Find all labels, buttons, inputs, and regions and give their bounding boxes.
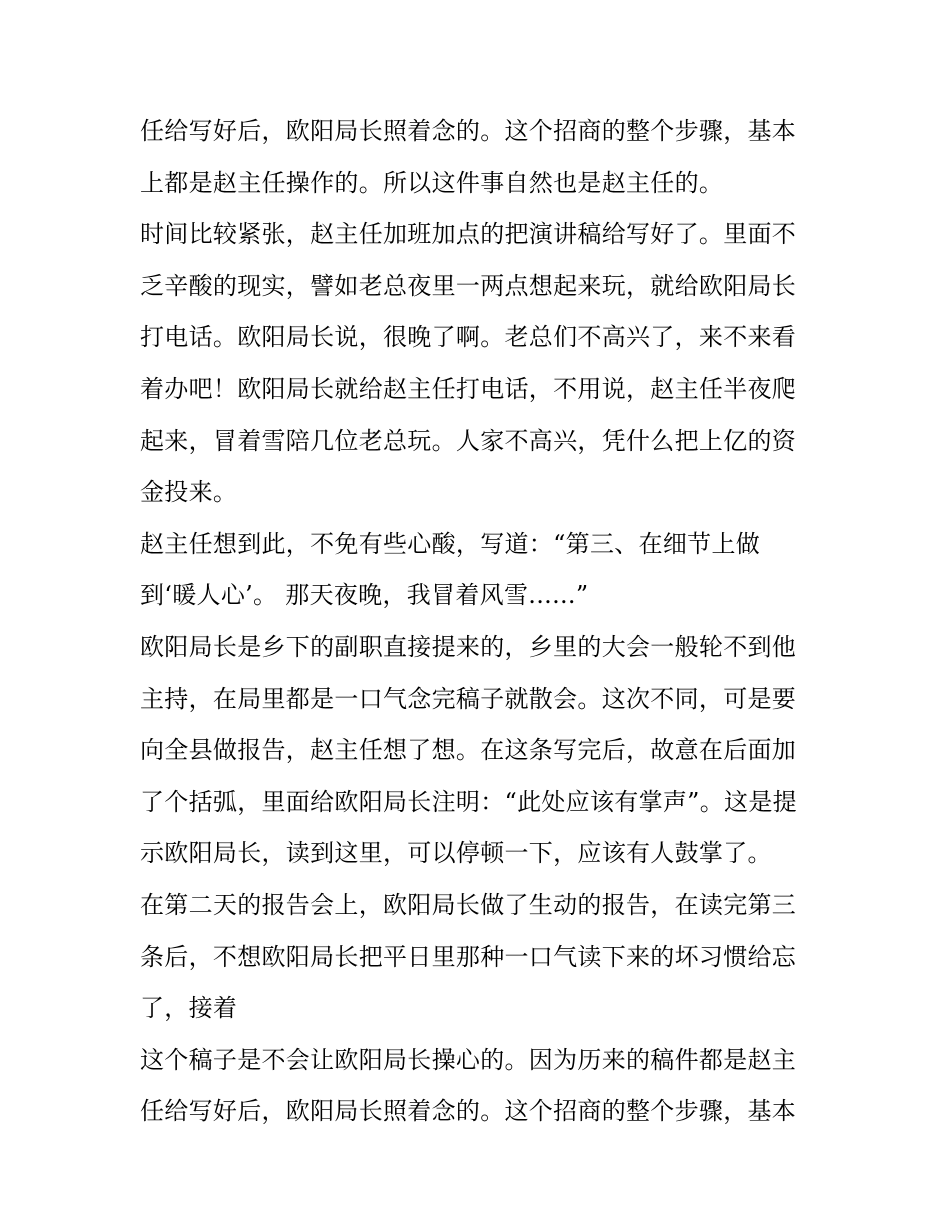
text-line: 欧阳局长是乡下的副职直接提来的，乡里的大会一般轮不到他 [140, 632, 797, 661]
text-line: 条后，不想欧阳局长把平日里那种一口气读下来的坏习惯给忘 [140, 942, 797, 971]
text-line: 赵主任想到此，不免有些心酸，写道：“第三、在细节上做 [140, 529, 761, 558]
text-line: 时间比较紧张，赵主任加班加点的把演讲稿给写好了。里面不 [140, 220, 797, 249]
text-line: 示欧阳局长，读到这里，可以停顿一下，应该有人鼓掌了。 [140, 839, 772, 868]
text-line: 这个稿子是不会让欧阳局长操心的。因为历来的稿件都是赵主 [140, 1045, 797, 1074]
text-line: 任给写好后，欧阳局长照着念的。这个招商的整个步骤，基本 [140, 117, 797, 145]
text-line: 到‘暖人心’。 那天夜晚，我冒着风雪......” [140, 581, 589, 610]
text-line: 打电话。欧阳局长说，很晚了啊。老总们不高兴了，来不来看 [140, 323, 797, 352]
text-line: 着办吧！欧阳局长就给赵主任打电话，不用说，赵主任半夜爬 [140, 374, 797, 403]
text-line: 向全县做报告，赵主任想了想。在这条写完后，故意在后面加 [140, 736, 797, 765]
document-body [140, 106, 820, 1138]
text-line: 在第二天的报告会上，欧阳局长做了生动的报告，在读完第三 [140, 890, 797, 919]
text-line: 任给写好后，欧阳局长照着念的。这个招商的整个步骤，基本 [140, 1097, 797, 1126]
text-line: 金投来。 [140, 478, 238, 507]
text-line: 了，接着 [140, 994, 238, 1023]
text-line: 了个括弧，里面给欧阳局长注明：“此处应该有掌声”。这是提 [140, 787, 797, 816]
text-line: 起来，冒着雪陪几位老总玩。人家不高兴，凭什么把上亿的资 [140, 426, 797, 455]
text-line: 上都是赵主任操作的。所以这件事自然也是赵主任的。 [140, 168, 724, 197]
text-line: 主持，在局里都是一口气念完稿子就散会。这次不同，可是要 [140, 684, 797, 713]
text-line: 乏辛酸的现实，譬如老总夜里一两点想起来玩，就给欧阳局长 [140, 271, 797, 300]
